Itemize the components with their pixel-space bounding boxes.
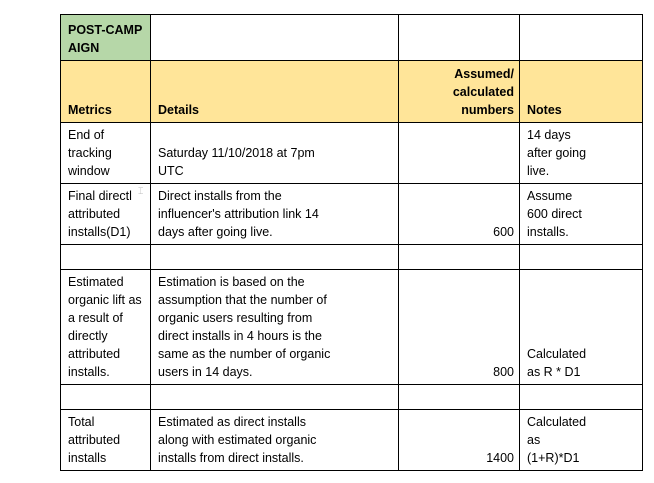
header-details[interactable]: Details (151, 61, 399, 123)
table-row (61, 410, 643, 471)
metric-cell[interactable]: Total attributed installs (61, 410, 151, 471)
value-cell[interactable] (399, 123, 520, 184)
title-row (61, 15, 643, 61)
empty-cell[interactable] (61, 245, 151, 270)
empty-cell[interactable] (61, 385, 151, 410)
table-row (61, 270, 643, 385)
notes-cell[interactable]: 14 days after going live. (520, 123, 643, 184)
metric-cell[interactable]: Final directl attributed installs(D1) (61, 184, 151, 245)
empty-cell[interactable] (520, 15, 643, 61)
empty-cell[interactable] (399, 15, 520, 61)
empty-cell[interactable] (399, 245, 520, 270)
notes-cell[interactable]: Assume 600 direct installs. (520, 184, 643, 245)
empty-row (61, 385, 643, 410)
header-metrics[interactable]: Metrics (61, 61, 151, 123)
notes-cell[interactable]: Calculated as (1+R)*D1 (520, 410, 643, 471)
value-cell[interactable]: 1400 (399, 410, 520, 471)
details-cell[interactable]: Saturday 11/10/2018 at 7pm UTC (151, 123, 399, 184)
metric-cell[interactable]: End of tracking window (61, 123, 151, 184)
table-row (61, 184, 643, 245)
empty-row (61, 245, 643, 270)
details-cell[interactable]: Direct installs from the influencer's attribution link 14 days after going live. (151, 184, 399, 245)
table-row (61, 123, 643, 184)
header-notes[interactable]: Notes (520, 61, 643, 123)
empty-cell[interactable] (520, 245, 643, 270)
empty-cell[interactable] (151, 245, 399, 270)
empty-cell[interactable] (399, 385, 520, 410)
value-cell[interactable]: 800 (399, 270, 520, 385)
sheet-title[interactable]: POST-CAMPAIGN (61, 15, 151, 61)
empty-cell[interactable] (151, 385, 399, 410)
empty-cell[interactable] (520, 385, 643, 410)
details-cell[interactable]: Estimation is based on the assumption that the number of organic users resulting from direct installs in 4 hours is the same as the number of organic users in 14 days. (151, 270, 399, 385)
empty-cell[interactable] (151, 15, 399, 61)
header-assumed-numbers[interactable]: Assumed/ calculated numbers (399, 61, 520, 123)
metric-cell[interactable]: Estimated organic lift as a result of directly attributed installs. (61, 270, 151, 385)
value-cell[interactable]: 600 (399, 184, 520, 245)
notes-cell[interactable]: Calculated as R * D1 (520, 270, 643, 385)
details-cell[interactable]: Estimated as direct installs along with estimated organic installs from direct installs. (151, 410, 399, 471)
metrics-sheet (60, 14, 643, 471)
header-row (61, 61, 643, 123)
text-cursor-icon: ⌶ (138, 186, 144, 196)
